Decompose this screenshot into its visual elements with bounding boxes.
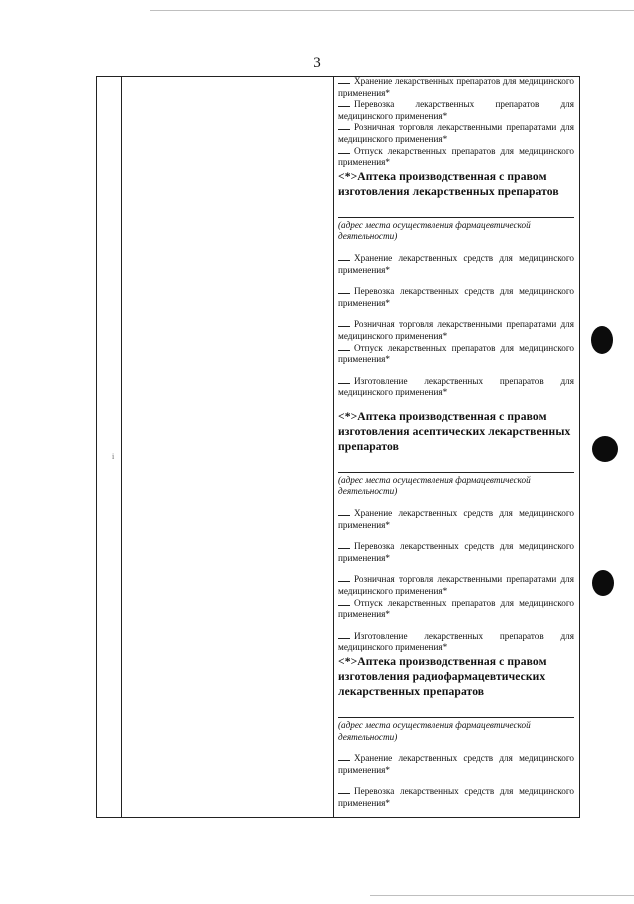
blank-field[interactable]	[338, 760, 350, 761]
column-divider-2	[333, 77, 334, 817]
section-heading: <*>Аптека производственная с правом изготовления асептических лекарственных препаратов	[338, 409, 571, 453]
checkbox-item: Изготовление лекарственных препаратов для медицинского применения*	[338, 375, 574, 398]
blank-field[interactable]	[338, 293, 350, 294]
checkbox-item: Хранение лекарственных средств для медицинского применения*	[338, 508, 574, 530]
section-continued	[338, 76, 574, 169]
section-pharmacy-production	[338, 169, 574, 399]
blank-field[interactable]	[338, 605, 350, 606]
blank-field[interactable]	[338, 581, 350, 582]
section-pharmacy-aseptic	[338, 409, 574, 654]
blank-field[interactable]	[338, 638, 350, 639]
column-divider-1	[121, 77, 122, 817]
blank-field[interactable]	[338, 83, 350, 84]
activities-column	[338, 76, 574, 816]
blank-field[interactable]	[338, 260, 350, 261]
checkbox-item: Изготовление лекарственных препаратов для медицинского применения*	[338, 630, 574, 653]
section-heading: <*>Аптека производственная с правом изготовления лекарственных препаратов	[338, 169, 559, 198]
address-caption: (адрес места осуществления фармацевтической деятельности)	[338, 219, 531, 242]
address-line[interactable]	[338, 217, 574, 218]
section-heading: <*>Аптека производственная с правом изготовления радиофармацевтических лекарственных препаратов	[338, 655, 547, 698]
punch-hole	[592, 570, 614, 596]
margin-mark: і	[112, 452, 115, 461]
checkbox-item: Розничная торговля лекарственными препаратами для медицинского применения*	[338, 319, 574, 341]
address-line[interactable]	[338, 717, 574, 718]
checkbox-item: Отпуск лекарственных препаратов для медицинского применения*	[338, 145, 574, 168]
scan-edge-line	[370, 895, 634, 896]
punch-hole	[591, 326, 613, 354]
checkbox-item: Отпуск лекарственных препаратов для медицинского применения*	[338, 342, 574, 365]
checkbox-item: Отпуск лекарственных препаратов для медицинского применения*	[338, 597, 574, 620]
blank-field[interactable]	[338, 106, 350, 107]
blank-field[interactable]	[338, 350, 350, 351]
checkbox-item: Хранение лекарственных средств для медицинского применения*	[338, 753, 574, 775]
checkbox-item: Розничная торговля лекарственными препаратами для медицинского применения*	[338, 122, 574, 144]
checkbox-item: Перевозка лекарственных средств для медицинского применения*	[338, 541, 574, 563]
blank-field[interactable]	[338, 793, 350, 794]
section-pharmacy-radiopharm	[338, 654, 574, 810]
blank-field[interactable]	[338, 515, 350, 516]
address-caption: (адрес места осуществления фармацевтической деятельности)	[338, 474, 531, 497]
checkbox-item: Перевозка лекарственных средств для медицинского применения*	[338, 786, 574, 808]
blank-field[interactable]	[338, 548, 350, 549]
page-number: 3	[313, 55, 321, 71]
address-line[interactable]	[338, 472, 574, 473]
blank-field[interactable]	[338, 383, 350, 384]
checkbox-item: Хранение лекарственных препаратов для медицинского применения*	[338, 76, 574, 98]
checkbox-item: Розничная торговля лекарственными препаратами для медицинского применения*	[338, 574, 574, 597]
scan-edge-line	[150, 10, 634, 11]
blank-field[interactable]	[338, 153, 350, 154]
checkbox-item: Перевозка лекарственных средств для медицинского применения*	[338, 286, 574, 308]
address-caption: (адрес места осуществления фармацевтической деятельности)	[338, 720, 531, 742]
punch-hole	[592, 436, 618, 462]
checkbox-item: Перевозка лекарственных препаратов для медицинского применения*	[338, 99, 574, 121]
blank-field[interactable]	[338, 129, 350, 130]
blank-field[interactable]	[338, 326, 350, 327]
checkbox-item: Хранение лекарственных средств для медицинского применения*	[338, 252, 574, 275]
